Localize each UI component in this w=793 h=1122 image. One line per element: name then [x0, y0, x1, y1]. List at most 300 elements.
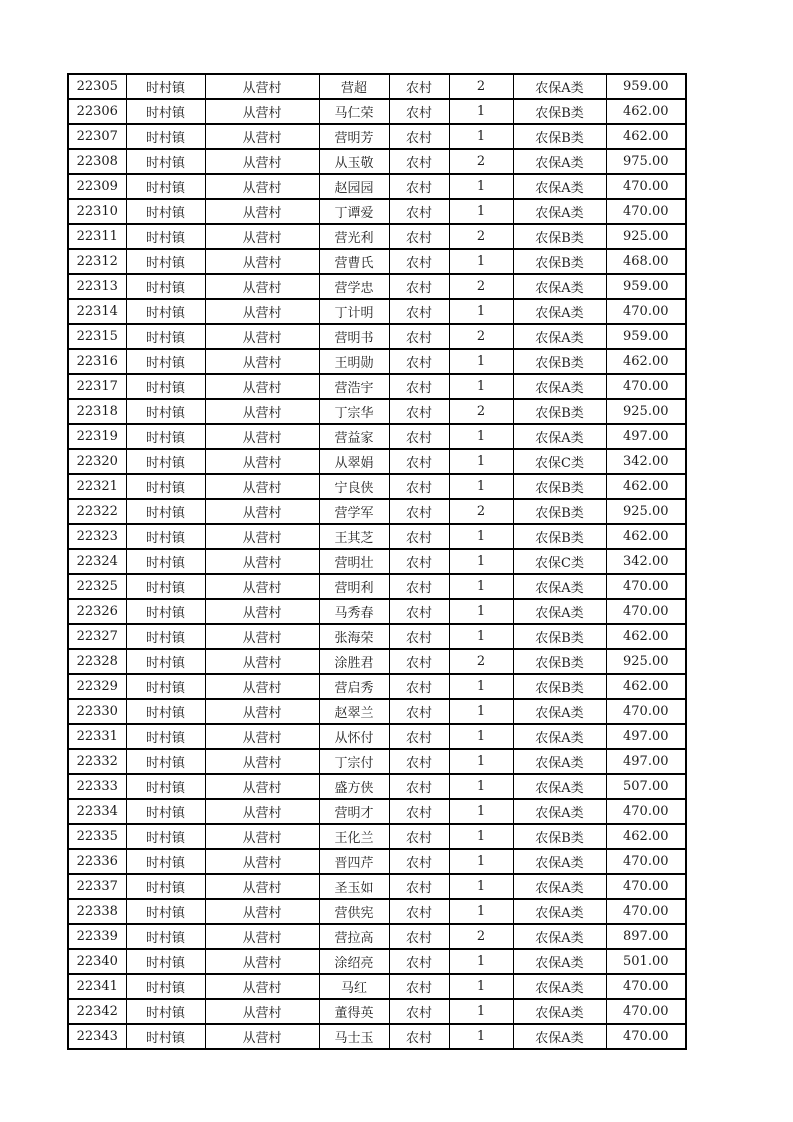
cell-town: 时村镇 — [126, 574, 205, 599]
cell-person-count: 1 — [449, 624, 513, 649]
cell-person-id: 22315 — [68, 324, 126, 349]
cell-category: 农村 — [389, 574, 449, 599]
cell-person-id: 22313 — [68, 274, 126, 299]
cell-person-name: 营浩宇 — [319, 374, 389, 399]
cell-amount: 470.00 — [606, 899, 686, 924]
cell-insurance-type: 农保B类 — [513, 224, 606, 249]
cell-person-count: 1 — [449, 874, 513, 899]
cell-village: 从营村 — [205, 199, 319, 224]
cell-village: 从营村 — [205, 749, 319, 774]
cell-town: 时村镇 — [126, 599, 205, 624]
cell-person-count: 1 — [449, 524, 513, 549]
table-row — [68, 274, 686, 299]
cell-person-name: 圣玉如 — [319, 874, 389, 899]
cell-category: 农村 — [389, 549, 449, 574]
table-row — [68, 149, 686, 174]
cell-town: 时村镇 — [126, 474, 205, 499]
table-row — [68, 499, 686, 524]
cell-amount: 497.00 — [606, 424, 686, 449]
cell-insurance-type: 农保A类 — [513, 749, 606, 774]
table-row — [68, 674, 686, 699]
cell-person-count: 2 — [449, 274, 513, 299]
cell-person-name: 赵园园 — [319, 174, 389, 199]
cell-village: 从营村 — [205, 824, 319, 849]
cell-person-id: 22335 — [68, 824, 126, 849]
cell-person-id: 22306 — [68, 99, 126, 124]
table-row — [68, 249, 686, 274]
cell-person-id: 22318 — [68, 399, 126, 424]
cell-category: 农村 — [389, 349, 449, 374]
cell-person-count: 1 — [449, 574, 513, 599]
records-table-body — [68, 74, 686, 1049]
cell-amount: 462.00 — [606, 99, 686, 124]
cell-town: 时村镇 — [126, 899, 205, 924]
table-row — [68, 474, 686, 499]
cell-person-name: 马红 — [319, 974, 389, 999]
cell-category: 农村 — [389, 874, 449, 899]
table-row — [68, 924, 686, 949]
cell-person-count: 1 — [449, 549, 513, 574]
cell-town: 时村镇 — [126, 774, 205, 799]
cell-person-count: 2 — [449, 149, 513, 174]
cell-insurance-type: 农保B类 — [513, 624, 606, 649]
cell-person-count: 1 — [449, 899, 513, 924]
cell-person-name: 马仁荣 — [319, 99, 389, 124]
cell-amount: 959.00 — [606, 324, 686, 349]
cell-amount: 470.00 — [606, 299, 686, 324]
table-row — [68, 74, 686, 99]
cell-amount: 975.00 — [606, 149, 686, 174]
cell-amount: 462.00 — [606, 674, 686, 699]
cell-town: 时村镇 — [126, 624, 205, 649]
cell-person-name: 从怀付 — [319, 724, 389, 749]
cell-person-count: 1 — [449, 374, 513, 399]
cell-category: 农村 — [389, 799, 449, 824]
cell-person-id: 22334 — [68, 799, 126, 824]
cell-amount: 470.00 — [606, 699, 686, 724]
cell-category: 农村 — [389, 824, 449, 849]
cell-person-count: 1 — [449, 424, 513, 449]
cell-person-count: 1 — [449, 249, 513, 274]
cell-village: 从营村 — [205, 374, 319, 399]
cell-person-name: 营学军 — [319, 499, 389, 524]
table-row — [68, 724, 686, 749]
cell-category: 农村 — [389, 449, 449, 474]
cell-person-id: 22307 — [68, 124, 126, 149]
cell-town: 时村镇 — [126, 349, 205, 374]
cell-person-id: 22337 — [68, 874, 126, 899]
table-row — [68, 999, 686, 1024]
cell-village: 从营村 — [205, 224, 319, 249]
cell-town: 时村镇 — [126, 324, 205, 349]
cell-town: 时村镇 — [126, 699, 205, 724]
cell-person-count: 1 — [449, 699, 513, 724]
cell-insurance-type: 农保B类 — [513, 474, 606, 499]
cell-insurance-type: 农保A类 — [513, 1024, 606, 1049]
cell-insurance-type: 农保A类 — [513, 299, 606, 324]
table-row — [68, 99, 686, 124]
cell-town: 时村镇 — [126, 449, 205, 474]
cell-person-id: 22312 — [68, 249, 126, 274]
cell-town: 时村镇 — [126, 749, 205, 774]
cell-person-id: 22316 — [68, 349, 126, 374]
cell-category: 农村 — [389, 1024, 449, 1049]
cell-person-name: 营明才 — [319, 799, 389, 824]
cell-person-count: 1 — [449, 174, 513, 199]
cell-person-name: 营明芳 — [319, 124, 389, 149]
cell-village: 从营村 — [205, 899, 319, 924]
cell-amount: 470.00 — [606, 999, 686, 1024]
cell-person-name: 宁良侠 — [319, 474, 389, 499]
cell-amount: 925.00 — [606, 649, 686, 674]
cell-category: 农村 — [389, 974, 449, 999]
cell-village: 从营村 — [205, 799, 319, 824]
cell-person-count: 1 — [449, 99, 513, 124]
cell-village: 从营村 — [205, 274, 319, 299]
cell-person-id: 22323 — [68, 524, 126, 549]
cell-category: 农村 — [389, 924, 449, 949]
cell-village: 从营村 — [205, 699, 319, 724]
cell-village: 从营村 — [205, 474, 319, 499]
cell-amount: 462.00 — [606, 349, 686, 374]
table-row — [68, 324, 686, 349]
cell-amount: 468.00 — [606, 249, 686, 274]
cell-village: 从营村 — [205, 599, 319, 624]
cell-village: 从营村 — [205, 724, 319, 749]
table-row — [68, 824, 686, 849]
cell-person-name: 营明利 — [319, 574, 389, 599]
cell-village: 从营村 — [205, 299, 319, 324]
cell-insurance-type: 农保A类 — [513, 174, 606, 199]
cell-person-name: 营供宪 — [319, 899, 389, 924]
cell-person-count: 1 — [449, 999, 513, 1024]
cell-person-count: 1 — [449, 299, 513, 324]
table-row — [68, 549, 686, 574]
cell-insurance-type: 农保B类 — [513, 124, 606, 149]
cell-village: 从营村 — [205, 149, 319, 174]
cell-insurance-type: 农保A类 — [513, 324, 606, 349]
cell-amount: 470.00 — [606, 1024, 686, 1049]
cell-category: 农村 — [389, 374, 449, 399]
cell-person-name: 马士玉 — [319, 1024, 389, 1049]
table-row — [68, 374, 686, 399]
cell-town: 时村镇 — [126, 974, 205, 999]
cell-person-count: 1 — [449, 474, 513, 499]
cell-town: 时村镇 — [126, 174, 205, 199]
cell-amount: 462.00 — [606, 524, 686, 549]
cell-person-id: 22343 — [68, 1024, 126, 1049]
cell-village: 从营村 — [205, 624, 319, 649]
cell-person-count: 1 — [449, 449, 513, 474]
cell-insurance-type: 农保C类 — [513, 449, 606, 474]
cell-amount: 470.00 — [606, 849, 686, 874]
cell-category: 农村 — [389, 174, 449, 199]
cell-category: 农村 — [389, 674, 449, 699]
cell-village: 从营村 — [205, 774, 319, 799]
cell-category: 农村 — [389, 899, 449, 924]
table-row — [68, 524, 686, 549]
cell-town: 时村镇 — [126, 849, 205, 874]
cell-amount: 925.00 — [606, 499, 686, 524]
cell-person-id: 22321 — [68, 474, 126, 499]
cell-person-name: 王化兰 — [319, 824, 389, 849]
cell-village: 从营村 — [205, 399, 319, 424]
table-row — [68, 399, 686, 424]
cell-insurance-type: 农保A类 — [513, 199, 606, 224]
cell-amount: 470.00 — [606, 599, 686, 624]
cell-insurance-type: 农保B类 — [513, 674, 606, 699]
cell-amount: 497.00 — [606, 724, 686, 749]
cell-amount: 462.00 — [606, 824, 686, 849]
cell-amount: 470.00 — [606, 974, 686, 999]
cell-insurance-type: 农保A类 — [513, 874, 606, 899]
cell-town: 时村镇 — [126, 724, 205, 749]
cell-category: 农村 — [389, 774, 449, 799]
cell-person-name: 营曹氏 — [319, 249, 389, 274]
table-row — [68, 199, 686, 224]
cell-insurance-type: 农保A类 — [513, 374, 606, 399]
cell-town: 时村镇 — [126, 99, 205, 124]
cell-person-id: 22331 — [68, 724, 126, 749]
table-row — [68, 874, 686, 899]
cell-person-name: 王明勋 — [319, 349, 389, 374]
cell-person-id: 22332 — [68, 749, 126, 774]
cell-insurance-type: 农保B类 — [513, 649, 606, 674]
cell-person-name: 丁计明 — [319, 299, 389, 324]
cell-category: 农村 — [389, 724, 449, 749]
cell-amount: 470.00 — [606, 374, 686, 399]
cell-person-count: 2 — [449, 924, 513, 949]
cell-category: 农村 — [389, 624, 449, 649]
cell-person-count: 1 — [449, 124, 513, 149]
table-row — [68, 1024, 686, 1049]
cell-amount: 470.00 — [606, 874, 686, 899]
cell-insurance-type: 农保A类 — [513, 724, 606, 749]
cell-insurance-type: 农保A类 — [513, 974, 606, 999]
cell-insurance-type: 农保A类 — [513, 274, 606, 299]
cell-person-id: 22325 — [68, 574, 126, 599]
cell-insurance-type: 农保A类 — [513, 799, 606, 824]
cell-category: 农村 — [389, 474, 449, 499]
cell-amount: 501.00 — [606, 949, 686, 974]
cell-town: 时村镇 — [126, 799, 205, 824]
cell-insurance-type: 农保A类 — [513, 74, 606, 99]
cell-person-count: 1 — [449, 674, 513, 699]
table-row — [68, 449, 686, 474]
cell-town: 时村镇 — [126, 1024, 205, 1049]
cell-person-count: 1 — [449, 774, 513, 799]
cell-category: 农村 — [389, 224, 449, 249]
cell-village: 从营村 — [205, 999, 319, 1024]
cell-person-id: 22336 — [68, 849, 126, 874]
cell-town: 时村镇 — [126, 424, 205, 449]
table-row — [68, 949, 686, 974]
cell-person-count: 1 — [449, 749, 513, 774]
cell-person-count: 1 — [449, 349, 513, 374]
cell-person-name: 营明书 — [319, 324, 389, 349]
cell-town: 时村镇 — [126, 649, 205, 674]
cell-person-count: 1 — [449, 724, 513, 749]
cell-person-count: 1 — [449, 824, 513, 849]
cell-village: 从营村 — [205, 524, 319, 549]
cell-category: 农村 — [389, 199, 449, 224]
table-row — [68, 974, 686, 999]
cell-village: 从营村 — [205, 99, 319, 124]
cell-insurance-type: 农保A类 — [513, 149, 606, 174]
cell-person-name: 营学忠 — [319, 274, 389, 299]
cell-village: 从营村 — [205, 249, 319, 274]
cell-town: 时村镇 — [126, 374, 205, 399]
cell-insurance-type: 农保A类 — [513, 899, 606, 924]
cell-person-count: 1 — [449, 1024, 513, 1049]
table-row — [68, 124, 686, 149]
table-row — [68, 224, 686, 249]
cell-insurance-type: 农保A类 — [513, 924, 606, 949]
cell-category: 农村 — [389, 999, 449, 1024]
table-row — [68, 174, 686, 199]
cell-category: 农村 — [389, 99, 449, 124]
cell-person-id: 22338 — [68, 899, 126, 924]
cell-amount: 897.00 — [606, 924, 686, 949]
cell-village: 从营村 — [205, 324, 319, 349]
cell-person-name: 丁宗华 — [319, 399, 389, 424]
cell-insurance-type: 农保B类 — [513, 399, 606, 424]
cell-village: 从营村 — [205, 674, 319, 699]
cell-person-id: 22339 — [68, 924, 126, 949]
cell-person-id: 22319 — [68, 424, 126, 449]
cell-town: 时村镇 — [126, 949, 205, 974]
cell-insurance-type: 农保A类 — [513, 599, 606, 624]
cell-insurance-type: 农保C类 — [513, 549, 606, 574]
cell-village: 从营村 — [205, 424, 319, 449]
cell-village: 从营村 — [205, 449, 319, 474]
cell-person-name: 从翠娟 — [319, 449, 389, 474]
cell-insurance-type: 农保B类 — [513, 349, 606, 374]
cell-person-id: 22326 — [68, 599, 126, 624]
cell-category: 农村 — [389, 649, 449, 674]
cell-person-name: 盛方侠 — [319, 774, 389, 799]
cell-town: 时村镇 — [126, 249, 205, 274]
cell-person-name: 营光利 — [319, 224, 389, 249]
cell-amount: 959.00 — [606, 274, 686, 299]
cell-insurance-type: 农保A类 — [513, 574, 606, 599]
cell-amount: 462.00 — [606, 124, 686, 149]
cell-category: 农村 — [389, 149, 449, 174]
cell-town: 时村镇 — [126, 224, 205, 249]
cell-amount: 497.00 — [606, 749, 686, 774]
cell-person-name: 涂绍亮 — [319, 949, 389, 974]
cell-amount: 470.00 — [606, 174, 686, 199]
cell-category: 农村 — [389, 424, 449, 449]
cell-person-count: 2 — [449, 324, 513, 349]
table-row — [68, 849, 686, 874]
cell-person-id: 22330 — [68, 699, 126, 724]
cell-town: 时村镇 — [126, 824, 205, 849]
cell-town: 时村镇 — [126, 199, 205, 224]
cell-person-count: 1 — [449, 199, 513, 224]
cell-category: 农村 — [389, 274, 449, 299]
cell-village: 从营村 — [205, 849, 319, 874]
table-row — [68, 649, 686, 674]
cell-person-id: 22327 — [68, 624, 126, 649]
cell-village: 从营村 — [205, 124, 319, 149]
cell-person-count: 2 — [449, 74, 513, 99]
cell-category: 农村 — [389, 324, 449, 349]
cell-person-id: 22309 — [68, 174, 126, 199]
table-row — [68, 624, 686, 649]
cell-person-count: 2 — [449, 399, 513, 424]
cell-category: 农村 — [389, 399, 449, 424]
table-row — [68, 699, 686, 724]
cell-category: 农村 — [389, 499, 449, 524]
cell-person-id: 22341 — [68, 974, 126, 999]
cell-person-name: 营明壮 — [319, 549, 389, 574]
cell-category: 农村 — [389, 124, 449, 149]
table-row — [68, 299, 686, 324]
table-row — [68, 574, 686, 599]
cell-insurance-type: 农保A类 — [513, 774, 606, 799]
cell-category: 农村 — [389, 74, 449, 99]
cell-category: 农村 — [389, 699, 449, 724]
cell-village: 从营村 — [205, 1024, 319, 1049]
cell-town: 时村镇 — [126, 924, 205, 949]
cell-town: 时村镇 — [126, 299, 205, 324]
cell-person-id: 22310 — [68, 199, 126, 224]
cell-category: 农村 — [389, 299, 449, 324]
cell-person-count: 2 — [449, 224, 513, 249]
cell-village: 从营村 — [205, 74, 319, 99]
cell-person-name: 营启秀 — [319, 674, 389, 699]
cell-insurance-type: 农保A类 — [513, 849, 606, 874]
cell-town: 时村镇 — [126, 399, 205, 424]
cell-insurance-type: 农保B类 — [513, 499, 606, 524]
table-row — [68, 774, 686, 799]
cell-person-count: 2 — [449, 499, 513, 524]
cell-person-count: 1 — [449, 949, 513, 974]
cell-person-count: 1 — [449, 849, 513, 874]
cell-person-name: 王其芝 — [319, 524, 389, 549]
cell-insurance-type: 农保A类 — [513, 949, 606, 974]
cell-person-name: 董得英 — [319, 999, 389, 1024]
table-row — [68, 349, 686, 374]
cell-village: 从营村 — [205, 649, 319, 674]
cell-person-id: 22311 — [68, 224, 126, 249]
cell-person-id: 22305 — [68, 74, 126, 99]
cell-person-id: 22322 — [68, 499, 126, 524]
cell-amount: 470.00 — [606, 199, 686, 224]
cell-amount: 959.00 — [606, 74, 686, 99]
cell-insurance-type: 农保A类 — [513, 999, 606, 1024]
cell-insurance-type: 农保B类 — [513, 99, 606, 124]
cell-category: 农村 — [389, 599, 449, 624]
table-row — [68, 424, 686, 449]
cell-town: 时村镇 — [126, 549, 205, 574]
cell-village: 从营村 — [205, 349, 319, 374]
table-row — [68, 599, 686, 624]
cell-village: 从营村 — [205, 174, 319, 199]
cell-insurance-type: 农保B类 — [513, 249, 606, 274]
cell-amount: 342.00 — [606, 549, 686, 574]
cell-person-name: 营超 — [319, 74, 389, 99]
cell-person-count: 2 — [449, 649, 513, 674]
cell-person-name: 赵翠兰 — [319, 699, 389, 724]
cell-person-id: 22333 — [68, 774, 126, 799]
cell-category: 农村 — [389, 949, 449, 974]
cell-town: 时村镇 — [126, 524, 205, 549]
cell-insurance-type: 农保B类 — [513, 824, 606, 849]
cell-amount: 925.00 — [606, 224, 686, 249]
cell-town: 时村镇 — [126, 999, 205, 1024]
